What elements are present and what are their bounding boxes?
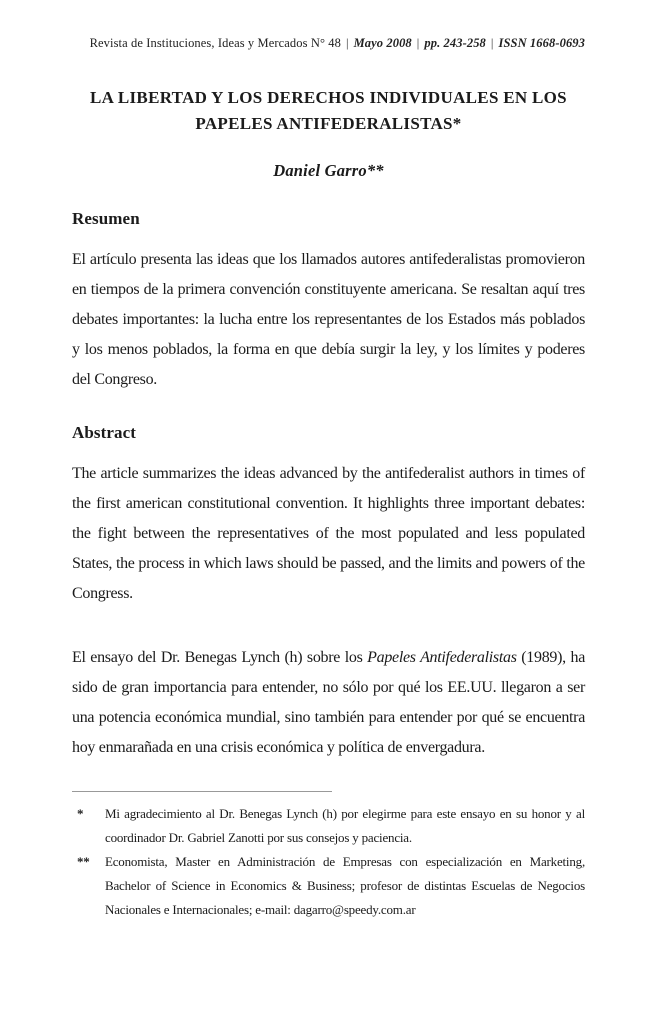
- header-separator: |: [345, 36, 349, 50]
- footnote-2-marker: **: [77, 854, 90, 869]
- article-title: LA LIBERTAD Y LOS DERECHOS INDIVIDUALES EN LOS PAPELES ANTIFEDERALISTAS*: [90, 88, 567, 133]
- header-separator: |: [416, 36, 420, 50]
- footnote-divider: [72, 791, 332, 792]
- issue-date: Mayo 2008: [353, 36, 412, 50]
- footnote-block: [72, 791, 585, 922]
- issn: ISSN 1668-0693: [498, 36, 585, 50]
- resumen-paragraph: El artículo presenta las ideas que los llamados autores antifederalistas promovieron en tiempos de la primera convención constituyente americana. Se resaltan aquí tres debates importantes: la lucha entre los representantes de los Estados más poblados y los menos poblados, la forma en que debía surgir la ley, y los límites y poderes del Congreso.: [72, 251, 585, 388]
- resumen-heading: Resumen: [72, 209, 140, 228]
- footnote-2: [72, 850, 585, 922]
- abstract-paragraph: The article summarizes the ideas advanced by the antifederalist authors in times of the first american constitutional convention. It highlights three important debates: the fight between the representatives of the most populated and less populated States, the process in which laws should be passed, and the limits and powers of the Congress.: [72, 465, 585, 602]
- abstract-heading: Abstract: [72, 423, 137, 442]
- header-separator: |: [490, 36, 494, 50]
- footnote-1: [72, 802, 585, 850]
- body-paragraph: El ensayo del Dr. Benegas Lynch (h) sobre los Papeles Antifederalistas (1989), ha sido de gran importancia para entender, no sólo por qué los EE.UU. llegaron a ser una potencia económica mundial, sino también para entender por qué se encuentra hoy enmarañada en una crisis económica y política de envergadura.: [72, 649, 585, 756]
- footnote-1-text: Mi agradecimiento al Dr. Benegas Lynch (h) por elegirme para este ensayo en su honor y al coordinador Dr. Gabriel Zanotti por sus consejos y paciencia.: [105, 806, 585, 845]
- journal-header-line: [72, 36, 585, 51]
- footnote-2-text: Economista, Master en Administración de Empresas con especialización en Marketing, Bachelor of Science in Economics & Business; profesor de distintas Escuelas de Negocios Nacionales e Internacionales; e-mail: dagarro@speedy.com.ar: [105, 854, 585, 917]
- journal-name: Revista de Instituciones, Ideas y Mercados N° 48: [89, 36, 341, 50]
- page-range: pp. 243-258: [424, 36, 486, 50]
- article-author: Daniel Garro**: [273, 161, 384, 180]
- footnote-1-marker: *: [77, 806, 84, 821]
